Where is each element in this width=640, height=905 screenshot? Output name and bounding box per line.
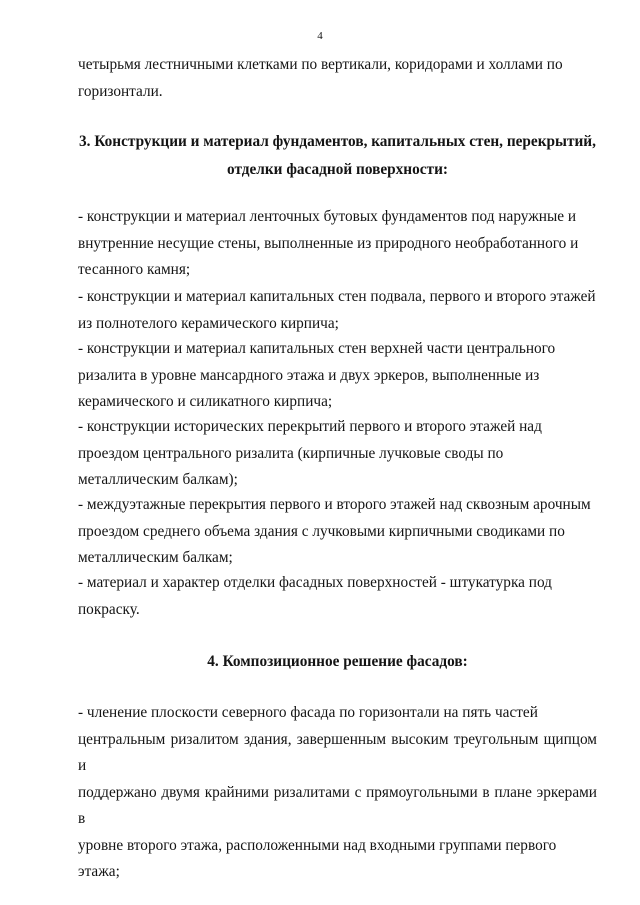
page-number: 4 — [317, 30, 323, 42]
list-item-foundations: - конструкции и материал ленточных бутовых фундаментов под наружные и внутренние несущие стены, выполненные из природного необработанного и тесанного камня; — [78, 208, 579, 278]
list-item-interfloor-slabs: - междуэтажные перекрытия первого и второго этажей над сквозным арочным проездом среднего объема здания с лучковыми кирпичными сводиками по металлическим балкам; — [78, 496, 591, 566]
section-heading-3: 3. Конструкции и материал фундаментов, капитальных стен, перекрытий, отделки фасадной поверхности: — [79, 133, 596, 178]
list-item-risalit-walls: - конструкции и материал капитальных стен верхней части центрального ризалита в уровне мансардного этажа и двух эркеров, выполненные из керамического и силикатного кирпича; — [78, 340, 556, 410]
list-item-historic-floors: - конструкции исторических перекрытий первого и второго этажей над проездом центрального ризалита (кирпичные лучковые своды по металлическим балкам); — [78, 418, 542, 488]
list-item-facade-finish: - материал и характер отделки фасадных поверхностей - штукатурка под покраску. — [78, 574, 552, 618]
intro-paragraph: четырьмя лестничными клетками по вертикали, коридорами и холлами по горизонтали. — [78, 56, 563, 100]
section-heading-4: 4. Композиционное решение фасадов: — [207, 653, 468, 670]
list-item-basement-walls: - конструкции и материал капитальных стен подвала, первого и второго этажей из полнотелого керамического кирпича; — [78, 288, 596, 332]
list-item-facade-composition: - членение плоскости северного фасада по горизонтали на пять частей центральным ризалитом здания, завершенным высоким треугольным щипцом и поддержано двумя крайними ризалитами с прямоугольными в плане эркерами в уровне второго этажа, расположенными над входными группами первого этажа; — [78, 704, 597, 880]
